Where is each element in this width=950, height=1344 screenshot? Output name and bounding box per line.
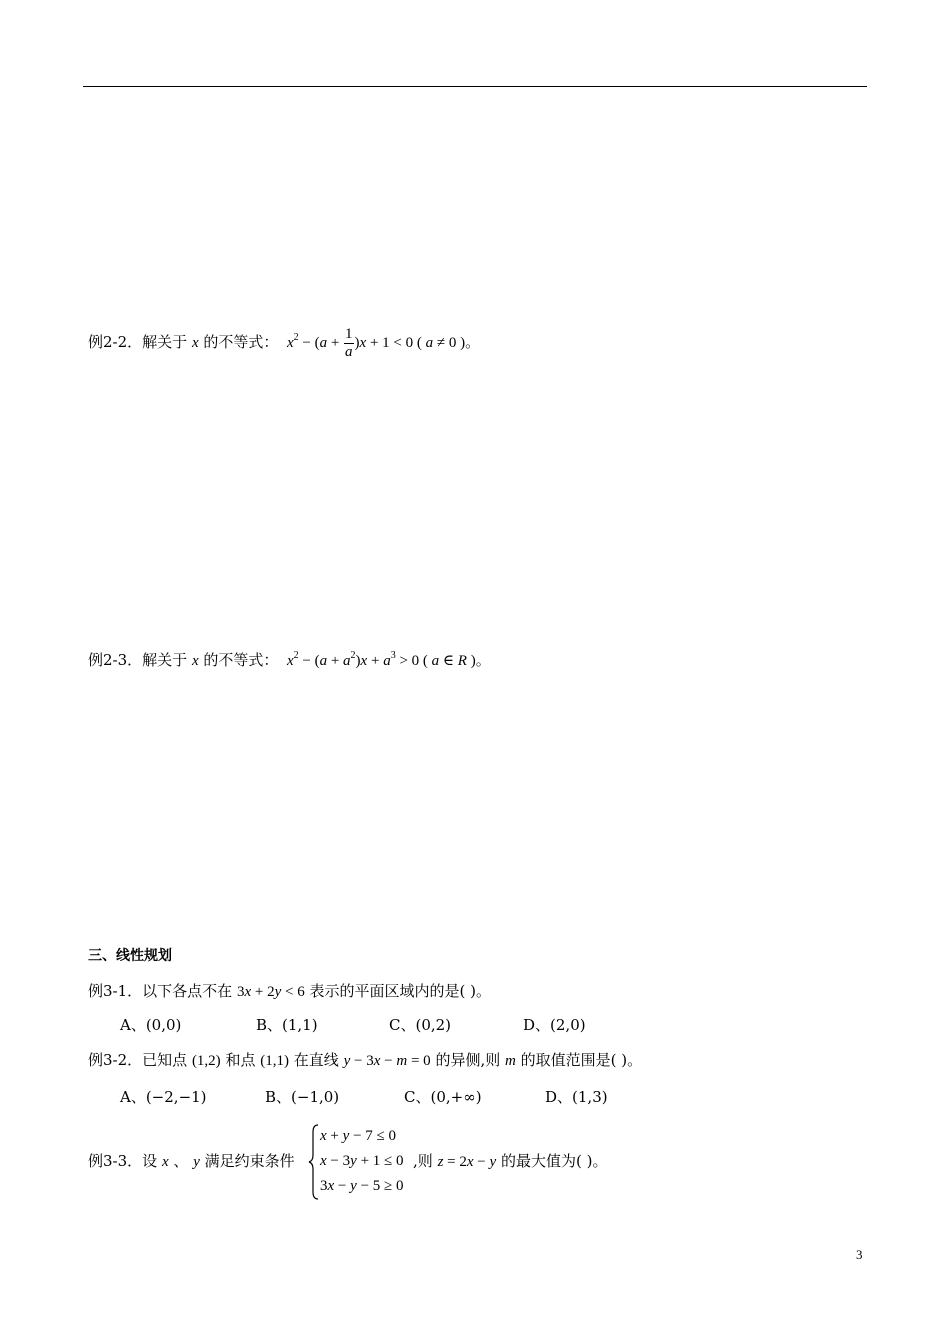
- example-3-3-objective: z = 2x − y: [437, 1154, 497, 1170]
- example-3-3-var-y: y: [193, 1154, 200, 1170]
- example-3-2-range-text: 的取值范围是(: [520, 1051, 617, 1069]
- example-3-3-tail-text: [413, 1151, 607, 1172]
- example-3-1-option-b: B、(1,1): [256, 1016, 318, 1034]
- example-2-2-tail: 。: [465, 332, 481, 351]
- example-3-3-then: ,则: [413, 1152, 433, 1170]
- example-3-2-point1: (1,2): [191, 1053, 221, 1069]
- example-2-2: [88, 326, 480, 361]
- constraint-2: x − 3y + 1 ≤ 0: [320, 1153, 404, 1169]
- example-3-2-line-text: 在直线: [293, 1051, 339, 1069]
- example-3-2-line-equation: y − 3x − m = 0: [343, 1053, 431, 1069]
- example-3-2-and: 和点: [225, 1051, 256, 1069]
- example-3-2-tail: )。: [621, 1051, 643, 1069]
- example-3-3-var-x: x: [161, 1154, 169, 1170]
- page-number: 3: [856, 1247, 863, 1262]
- example-3-3-constraint-text: 满足约束条件: [204, 1152, 295, 1170]
- example-3-3-lead: [88, 1151, 295, 1172]
- example-2-3-label: 例2-3．解关于: [88, 651, 188, 669]
- constraint-3: 3x − y − 5 ≥ 0: [320, 1178, 404, 1194]
- left-brace: [308, 1124, 320, 1200]
- example-3-3-sep: 、: [173, 1152, 189, 1170]
- example-3-2-option-c: C、(0,+∞): [404, 1088, 482, 1106]
- example-3-3-max-text: 的最大值为(: [500, 1152, 582, 1170]
- example-3-1-desc: 表示的平面区域内的是(: [309, 982, 466, 1000]
- section-3-title: 三、线性规划: [88, 948, 172, 964]
- example-2-2-inequality: $x^2 - (a$ + $\frac{1}{a}$ )x + 1 < 0 ( a ≠ 0 ): [286, 326, 466, 360]
- example-3-1-option-d: D、(2,0): [523, 1016, 586, 1034]
- example-3-2-side-text: 的异侧,则: [435, 1051, 501, 1069]
- example-3-2-label: 例3-2．已知点: [88, 1051, 188, 1069]
- example-3-1-label: 例3-1．以下各点不在: [88, 982, 233, 1000]
- example-2-3-tail: 。: [475, 651, 491, 669]
- constraint-1: x + y − 7 ≤ 0: [320, 1128, 397, 1144]
- example-2-3-inequality: $x^2 - (a + a^2)x + a^3 > 0$ ( a ∈ R ): [286, 650, 476, 669]
- example-2-2-label: 例2-2．解关于: [88, 332, 188, 351]
- example-2-2-var: x: [191, 334, 199, 351]
- example-2-2-desc: 的不等式：: [203, 332, 279, 351]
- example-3-2-point2: (1,1): [260, 1053, 290, 1069]
- example-3-1-tail: )。: [470, 982, 491, 1000]
- example-3-2-option-b: B、(−1,0): [265, 1088, 340, 1106]
- example-3-1: [88, 981, 491, 1002]
- example-3-1-option-c: C、(0,2): [389, 1016, 452, 1034]
- example-2-3-desc: 的不等式：: [203, 651, 279, 669]
- example-3-2-param: m: [505, 1053, 516, 1069]
- example-2-3: [88, 650, 491, 671]
- example-3-2-option-d: D、(1,3): [545, 1088, 608, 1106]
- example-3-2-option-a: A、(−2,−1): [120, 1088, 207, 1106]
- example-3-1-option-a: A、(0,0): [120, 1016, 182, 1034]
- example-2-3-var: x: [191, 653, 199, 669]
- header-rule: [83, 86, 867, 87]
- example-3-3-label: 例3-3．设: [88, 1152, 158, 1170]
- example-3-2: [88, 1050, 642, 1071]
- fraction-one-over-a: $\frac{1}{a}$: [345, 326, 353, 360]
- example-3-1-inequality: 3x + 2y < 6: [236, 984, 305, 1000]
- example-3-3-tail: )。: [586, 1152, 608, 1170]
